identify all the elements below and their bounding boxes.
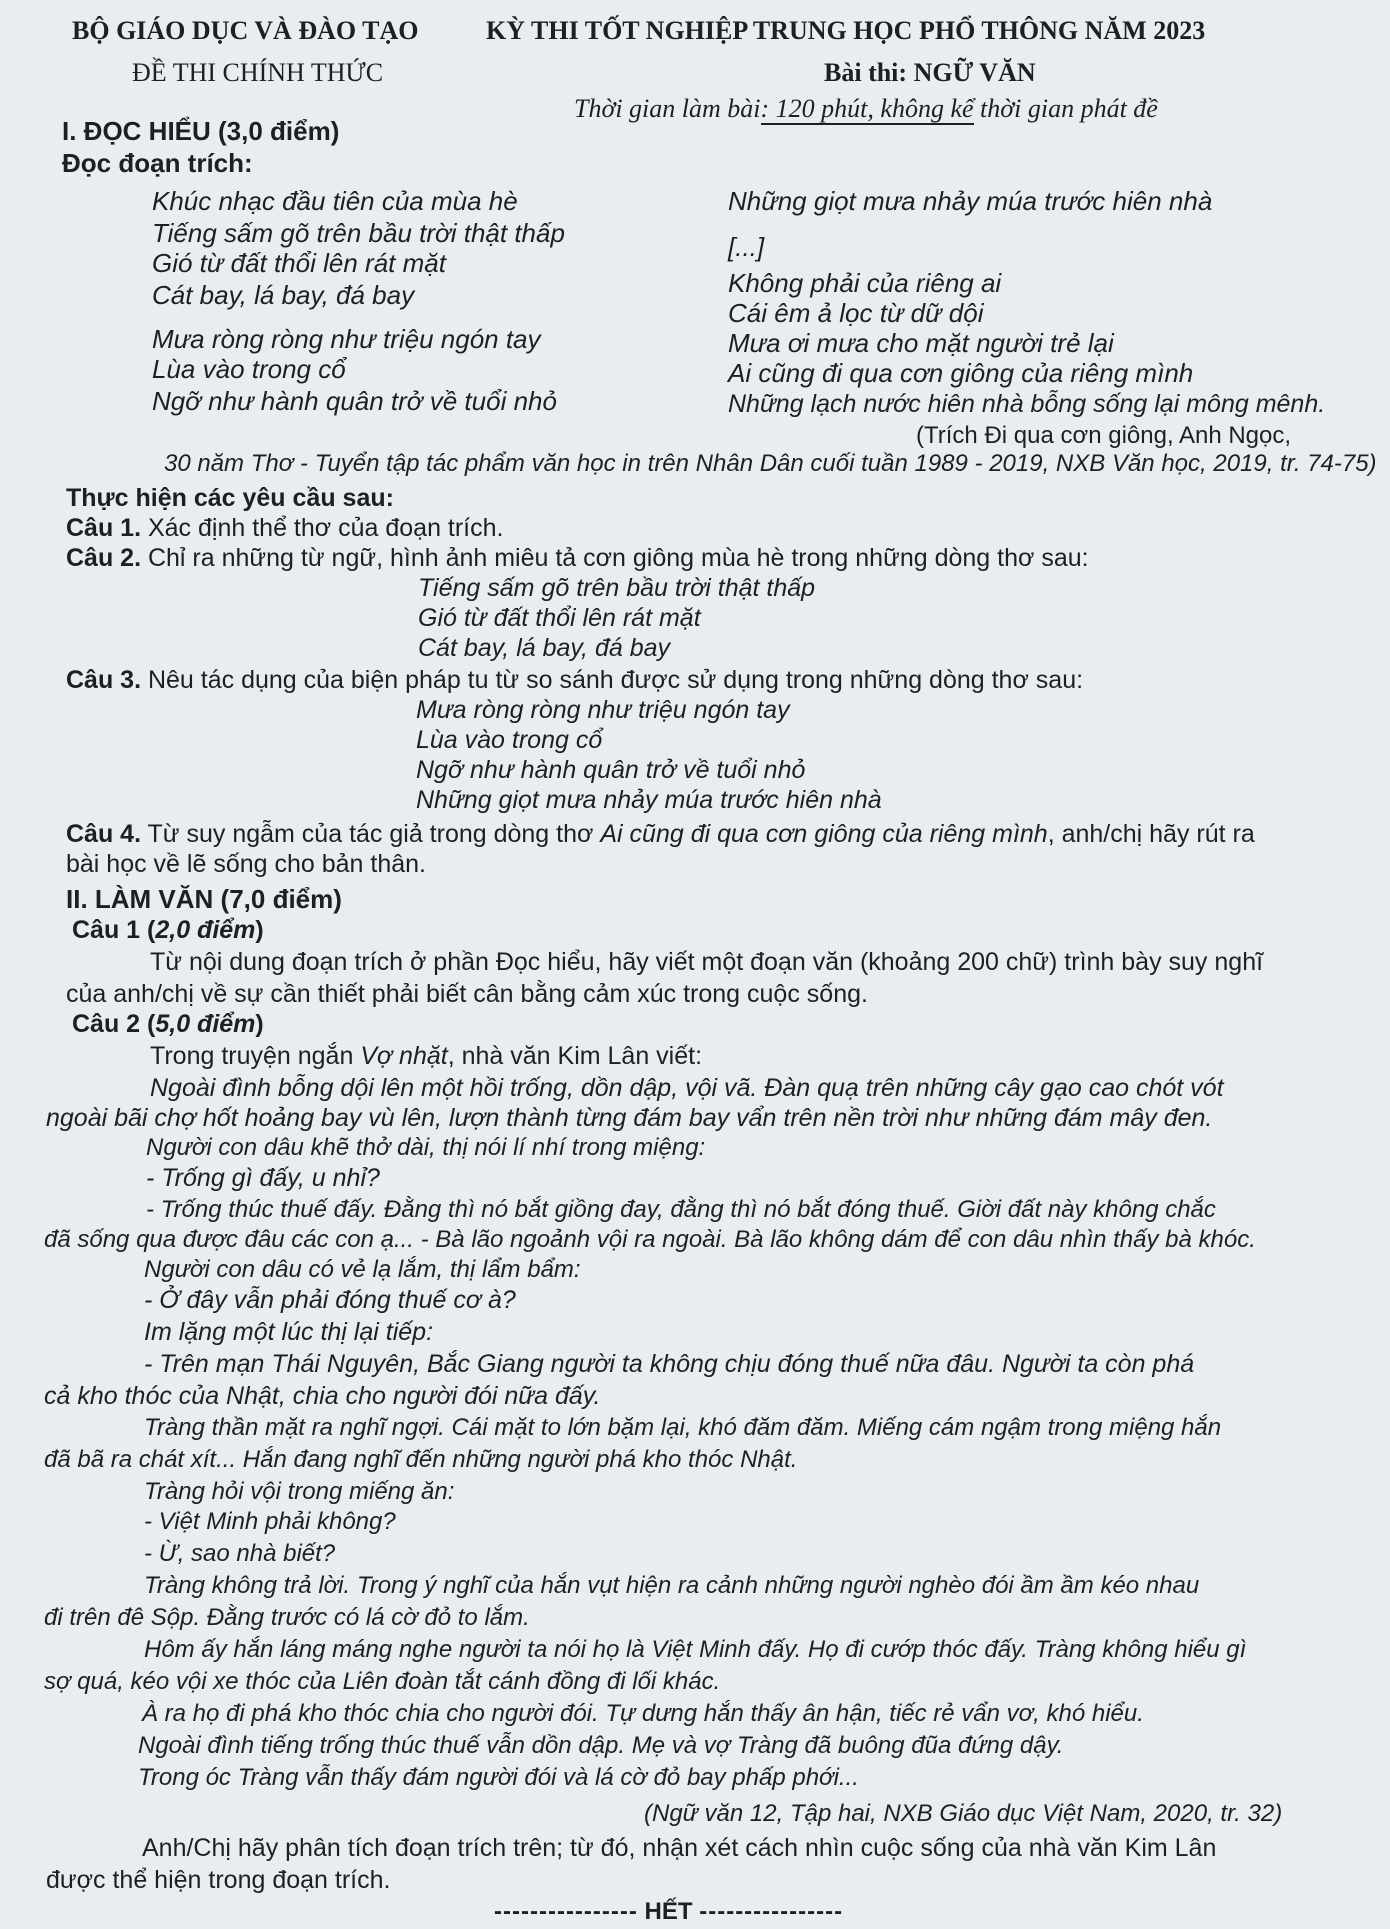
q3-line: Những giọt mưa nhảy múa trước hiên nhà bbox=[416, 786, 882, 814]
q2-line: Cát bay, lá bay, đá bay bbox=[418, 634, 671, 662]
c1-heading bbox=[72, 916, 264, 945]
q4-quote: Ai cũng đi qua cơn giông của riêng mình bbox=[600, 820, 1048, 848]
excerpt-line: - Trống gì đấy, u nhỉ? bbox=[146, 1164, 380, 1192]
q1-label: Câu 1. bbox=[66, 514, 142, 542]
poem-line: Khúc nhạc đầu tiên của mùa hè bbox=[152, 186, 518, 216]
excerpt-line: Ngoài đình bỗng dội lên một hồi trống, dồn dập, vội vã. Đàn quạ trên những cây gạo cao chót vót bbox=[150, 1074, 1224, 1102]
c2-heading bbox=[72, 1010, 264, 1039]
poem-line: Những giọt mưa nhảy múa trước hiên nhà bbox=[728, 186, 1213, 216]
part1-title: I. ĐỌC HIỂU (3,0 điểm) bbox=[62, 116, 340, 146]
excerpt-line: - Ừ, sao nhà biết? bbox=[144, 1540, 336, 1567]
time-value: : 120 phút, không kể bbox=[760, 94, 974, 123]
poem-line: [...] bbox=[728, 232, 765, 262]
excerpt-line: - Việt Minh phải không? bbox=[144, 1508, 396, 1535]
excerpt-line: đã sống qua được đâu các con ạ... - Bà lão ngoảnh vội ra ngoài. Bà lão không dám để con dâu nhìn thấy bà khóc. bbox=[44, 1226, 1256, 1253]
poem-line: Mưa ơi mưa cho mặt người trẻ lại bbox=[728, 328, 1114, 358]
poem-line: Không phải của riêng ai bbox=[728, 268, 1002, 298]
poem-source-line2: 30 năm Thơ - Tuyển tập tác phẩm văn học in trên Nhân Dân cuối tuần 1989 - 2019, NXB Văn học, 2019, tr. 74-75) bbox=[164, 450, 1377, 477]
ministry-name: BỘ GIÁO DỤC VÀ ĐÀO TẠO bbox=[72, 16, 419, 45]
q3-line: Lùa vào trong cổ bbox=[416, 726, 603, 754]
official-label: ĐỀ THI CHÍNH THỨC bbox=[132, 58, 384, 87]
excerpt-source: (Ngữ văn 12, Tập hai, NXB Giáo dục Việt Nam, 2020, tr. 32) bbox=[644, 1800, 1283, 1827]
c1-label: Câu 1 ( bbox=[72, 916, 156, 944]
c2-task-line1: Anh/Chị hãy phân tích đoạn trích trên; từ đó, nhận xét cách nhìn cuộc sống của nhà văn Kim Lân bbox=[142, 1834, 1217, 1862]
end-marker bbox=[494, 1898, 843, 1926]
excerpt-line: - Trống thúc thuế đấy. Đằng thì nó bắt giồng đay, đằng thì nó bắt đóng thuế. Giời đất này không chắc bbox=[146, 1196, 1216, 1223]
q4-text-a: Từ suy ngẫm của tác giả trong dòng thơ bbox=[141, 820, 601, 848]
time-line bbox=[574, 94, 1158, 124]
excerpt-line: ngoài bãi chợ hốt hoảng bay vù lên, lượn thành từng đám bay vẩn trên nền trời như những đám mây đen. bbox=[46, 1104, 1213, 1132]
end-dashes-left: ---------------- bbox=[494, 1898, 638, 1925]
subject-label: Bài thi: NGỮ VĂN bbox=[824, 58, 1036, 87]
c2-intro bbox=[150, 1042, 702, 1071]
excerpt-line: Trong óc Tràng vẫn thấy đám người đói và lá cờ đỏ bay phấp phới... bbox=[138, 1764, 859, 1791]
c2-intro-work: Vợ nhặt bbox=[360, 1042, 448, 1070]
question-1 bbox=[66, 514, 503, 543]
poem-line: Mưa ròng ròng như triệu ngón tay bbox=[152, 324, 541, 354]
excerpt-line: Im lặng một lúc thị lại tiếp: bbox=[144, 1318, 434, 1346]
part2-title: II. LÀM VĂN (7,0 điểm) bbox=[66, 884, 342, 914]
c2-close: ) bbox=[255, 1010, 264, 1038]
q2-line: Gió từ đất thổi lên rát mặt bbox=[418, 604, 701, 632]
excerpt-line: - Ở đây vẫn phải đóng thuế cơ à? bbox=[144, 1286, 516, 1314]
poem-line: Lùa vào trong cổ bbox=[152, 354, 346, 384]
excerpt-line: - Trên mạn Thái Nguyên, Bắc Giang người ta không chịu đóng thuế nữa đâu. Người ta còn phá bbox=[144, 1350, 1195, 1378]
q3-text: Nêu tác dụng của biện pháp tu từ so sánh được sử dụng trong những dòng thơ sau: bbox=[141, 666, 1084, 694]
poem-line: Gió từ đất thổi lên rát mặt bbox=[152, 248, 446, 278]
c1-points: 2,0 điểm bbox=[155, 916, 256, 944]
c2-label: Câu 2 ( bbox=[72, 1010, 156, 1038]
excerpt-line: sợ quá, kéo vội xe thóc của Liên đoàn tắt cánh đồng đi lối khác. bbox=[44, 1668, 721, 1695]
q3-line: Ngỡ như hành quân trở về tuổi nhỏ bbox=[416, 756, 806, 784]
c2-task-line2: được thể hiện trong đoạn trích. bbox=[46, 1866, 391, 1894]
poem-line: Cái êm ả lọc từ dữ dội bbox=[728, 298, 984, 328]
c2-intro-a: Trong truyện ngắn bbox=[150, 1042, 361, 1070]
time-suffix: thời gian phát đề bbox=[973, 94, 1158, 123]
q4-text-b: , anh/chị hãy rút ra bbox=[1047, 820, 1255, 848]
excerpt-line: Hôm ấy hắn láng máng nghe người ta nói họ là Việt Minh đấy. Họ đi cướp thóc đấy. Tràng không hiểu gì bbox=[144, 1636, 1247, 1663]
poem-line: Ngỡ như hành quân trở về tuổi nhỏ bbox=[152, 386, 557, 416]
question-3 bbox=[66, 666, 1083, 695]
q2-line: Tiếng sấm gõ trên bầu trời thật thấp bbox=[418, 574, 816, 602]
excerpt-line: Tràng hỏi vội trong miếng ăn: bbox=[144, 1478, 455, 1505]
excerpt-line: Tràng thần mặt ra nghĩ ngợi. Cái mặt to lớn bặm lại, khó đăm đăm. Miếng cám ngậm trong miệng hắn bbox=[144, 1414, 1222, 1441]
read-label: Đọc đoạn trích: bbox=[62, 148, 253, 178]
c1-line2: của anh/chị về sự cần thiết phải biết cân bằng cảm xúc trong cuộc sống. bbox=[66, 980, 868, 1008]
poem-line: Tiếng sấm gõ trên bầu trời thật thấp bbox=[152, 218, 565, 248]
poem-source-line1: (Trích Đi qua cơn giông, Anh Ngọc, bbox=[916, 422, 1292, 449]
tasks-label: Thực hiện các yêu cầu sau: bbox=[66, 484, 394, 512]
excerpt-line: Người con dâu có vẻ lạ lắm, thị lẩm bẩm: bbox=[144, 1256, 581, 1283]
q4-line2: bài học về lẽ sống cho bản thân. bbox=[66, 850, 426, 878]
excerpt-line: Tràng không trả lời. Trong ý nghĩ của hắn vụt hiện ra cảnh những người nghèo đói ầm ầm kéo nhau bbox=[144, 1572, 1200, 1599]
poem-line: Cát bay, lá bay, đá bay bbox=[152, 280, 415, 310]
q4-label: Câu 4. bbox=[66, 820, 142, 848]
q3-line: Mưa ròng ròng như triệu ngón tay bbox=[416, 696, 790, 724]
q2-label: Câu 2. bbox=[66, 544, 142, 572]
excerpt-line: Ngoài đình tiếng trống thúc thuế vẫn dồn dập. Mẹ và vợ Tràng đã buông đũa đứng dậy. bbox=[138, 1732, 1064, 1759]
time-prefix: Thời gian làm bài bbox=[574, 94, 761, 123]
poem-line: Những lạch nước hiên nhà bỗng sống lại mông mênh. bbox=[728, 390, 1326, 418]
question-4 bbox=[66, 820, 1255, 849]
excerpt-line: À ra họ đi phá kho thóc chia cho người đói. Tự dưng hắn thấy ân hận, tiếc rẻ vẩn vơ, khó hiểu. bbox=[142, 1700, 1144, 1727]
c1-close: ) bbox=[255, 916, 264, 944]
exam-name: KỲ THI TỐT NGHIỆP TRUNG HỌC PHỔ THÔNG NĂM 2023 bbox=[486, 16, 1206, 45]
c1-line1: Từ nội dung đoạn trích ở phần Đọc hiểu, hãy viết một đoạn văn (khoảng 200 chữ) trình bày suy nghĩ bbox=[150, 948, 1264, 976]
c2-intro-b: , nhà văn Kim Lân viết: bbox=[447, 1042, 703, 1070]
c2-points: 5,0 điểm bbox=[155, 1010, 256, 1038]
excerpt-line: đã bã ra chát xít... Hắn đang nghĩ đến những người phá kho thóc Nhật. bbox=[44, 1446, 798, 1473]
q1-text: Xác định thể thơ của đoạn trích. bbox=[141, 514, 504, 542]
poem-line: Ai cũng đi qua cơn giông của riêng mình bbox=[728, 358, 1194, 388]
end-word: HẾT bbox=[644, 1898, 693, 1925]
end-dashes-right: ---------------- bbox=[699, 1898, 844, 1925]
excerpt-line: Người con dâu khẽ thở dài, thị nói lí nhí trong miệng: bbox=[146, 1134, 706, 1161]
excerpt-line: cả kho thóc của Nhật, chia cho người đói nữa đấy. bbox=[44, 1382, 601, 1410]
q2-text: Chỉ ra những từ ngữ, hình ảnh miêu tả cơn giông mùa hè trong những dòng thơ sau: bbox=[141, 544, 1089, 572]
q3-label: Câu 3. bbox=[66, 666, 142, 694]
question-2 bbox=[66, 544, 1089, 573]
excerpt-line: đi trên đê Sộp. Đằng trước có lá cờ đỏ to lắm. bbox=[44, 1604, 530, 1631]
